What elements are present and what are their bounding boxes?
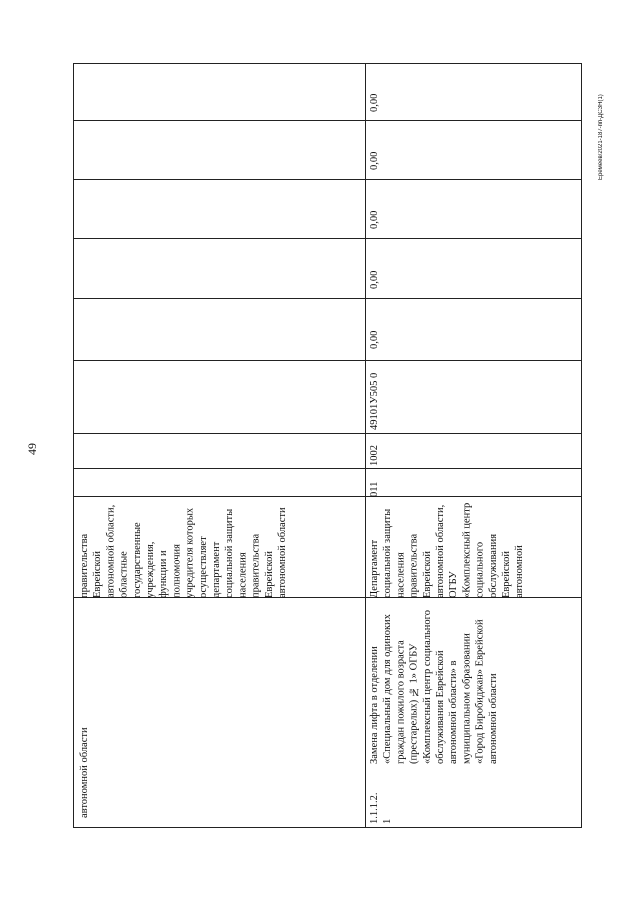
row2-value-2: 0,00 — [369, 270, 380, 289]
divider-executor-name — [74, 496, 581, 497]
row2-value-1: 0,00 — [369, 330, 380, 349]
row2-rzpr: 1002 — [369, 445, 380, 466]
row2-value-3: 0,00 — [369, 210, 380, 229]
divider-rzpr-grbs — [74, 433, 581, 434]
row2-csr: 49101У505 0 — [369, 372, 380, 430]
divider-row — [365, 64, 366, 827]
row1-executor: правительства Еврейской автономной области, областные государственные учреждения, функции и полномочия учредителя которых осуществляет департамент социальной защиты населения правительства Еврейской автономной области — [79, 504, 289, 598]
row2-executor: Департамент социальной защиты населения правительства Еврейской автономной области, ОГБУ «Комплексный центр социального обслуживания Еврейской автономной — [369, 502, 526, 598]
row2-value-4: 0,00 — [369, 151, 380, 170]
divider-v2-v1 — [74, 238, 581, 239]
row1-name: автономной области — [79, 727, 90, 818]
divider-csr-rzpr — [74, 360, 581, 361]
divider-v3-v2 — [74, 179, 581, 180]
budget-table — [73, 63, 582, 828]
document-code: Еремеев/2021-187-пп-ДСЗН(1) — [598, 94, 604, 181]
divider-v1-csr — [74, 298, 581, 299]
row2-grbs: 011 — [369, 481, 380, 497]
row2-value-5: 0,00 — [369, 93, 380, 112]
row2-name: Замена лифта в отделении «Специальный дом для одиноких граждан пожилого возраста (престарелых) № 1» ОГБУ «Комплексный центр социального обслуживания Еврейской автономной области» в муниципальном образовании «Город Биробиджан» Еврейской автономной области — [369, 610, 499, 764]
page-number: 49 — [25, 443, 39, 455]
divider-v4-v3 — [74, 120, 581, 121]
row2-number: 1.1.1.2. 1 — [369, 792, 394, 824]
divider-grbs-executor — [74, 468, 581, 469]
